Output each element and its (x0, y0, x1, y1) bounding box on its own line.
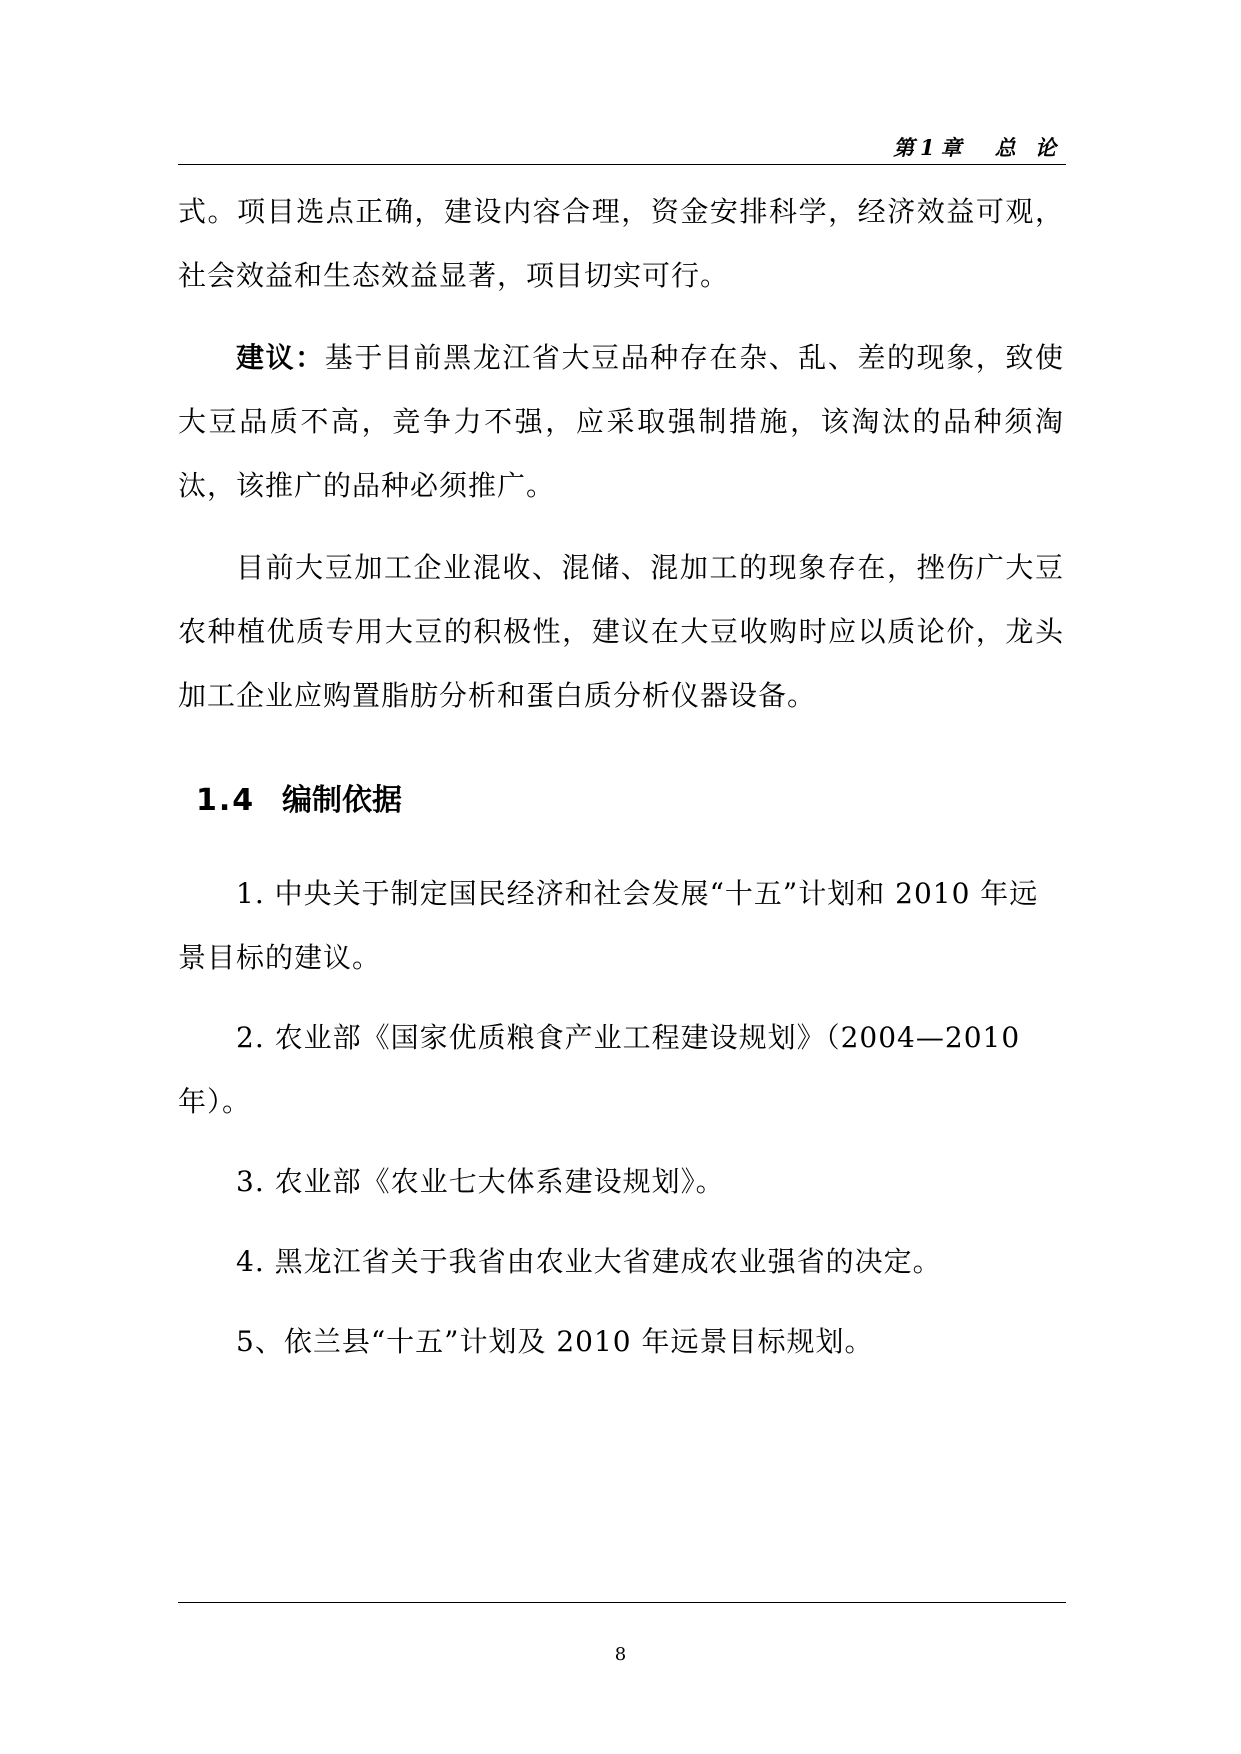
list-item: 4. 黑龙江省关于我省由农业大省建成农业强省的决定。 (236, 1245, 942, 1278)
paragraph-suggestion (178, 326, 1064, 518)
chapter-label: 第1章 总 论 (893, 135, 1062, 160)
paragraph-processing: 目前大豆加工企业混收、混储、混加工的现象存在，挫伤广大豆农种植优质专用大豆的积极性，建议在大豆收购时应以质论价，龙头加工企业应购置脂肪分析和蛋白质分析仪器设备。 (178, 551, 1064, 712)
body-text (178, 180, 1064, 728)
list-item: 1. 中央关于制定国民经济和社会发展“十五”计划和 2010 年远景目标的建议。 (178, 877, 1039, 974)
page-number: 8 (614, 1644, 627, 1665)
list-item: 2. 农业部《国家优质粮食产业工程建设规划》（2004—2010 年）。 (178, 1021, 1021, 1118)
section-number: 1.4 (196, 783, 256, 818)
paragraph-conclusion: 式。项目选点正确，建设内容合理，资金安排科学，经济效益可观，社会效益和生态效益显著，项目切实可行。 (178, 195, 1064, 292)
list-item: 3. 农业部《农业七大体系建设规划》。 (236, 1165, 725, 1198)
basis-list (178, 862, 1064, 1390)
header-rule (178, 164, 1066, 165)
running-header (178, 132, 1066, 166)
section-heading (196, 775, 402, 819)
list-item: 5、依兰县“十五”计划及 2010 年远景目标规划。 (236, 1325, 874, 1358)
section-title: 编制依据 (282, 783, 402, 818)
footer-rule (178, 1602, 1066, 1603)
suggestion-label: 建议： (236, 341, 325, 374)
suggestion-text: 基于目前黑龙江省大豆品种存在杂、乱、差的现象，致使大豆品质不高，竞争力不强，应采取强制措施，该淘汰的品种须淘汰，该推广的品种必须推广。 (178, 341, 1064, 502)
